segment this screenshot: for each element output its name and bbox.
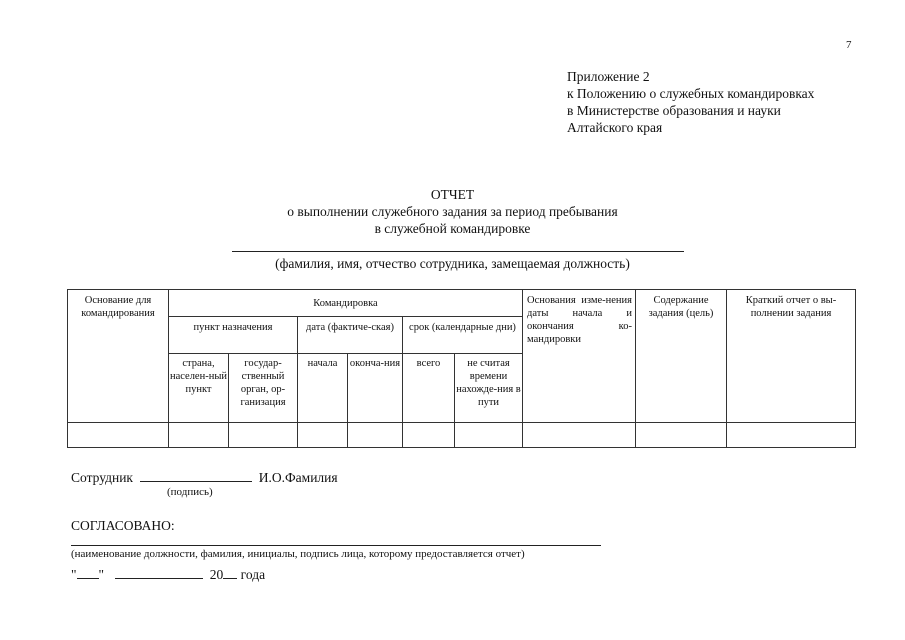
header-basis: Основание для командирования	[68, 290, 169, 423]
table-cell[interactable]	[68, 423, 169, 448]
appendix-line: Алтайского края	[567, 120, 663, 135]
table-cell[interactable]	[403, 423, 455, 448]
page-number: 7	[846, 39, 852, 51]
subtitle-line: о выполнении служебного задания за период пребывания	[287, 204, 618, 219]
table-cell[interactable]	[169, 423, 229, 448]
employee-signature-field[interactable]	[140, 469, 252, 482]
report-table	[67, 289, 856, 448]
header-task-content: Содержание задания (цель)	[636, 290, 727, 423]
table-cell[interactable]	[727, 423, 856, 448]
appendix-line: к Положению о служебных командировках	[567, 86, 815, 101]
date-row	[71, 566, 265, 583]
year-suffix: года	[240, 567, 266, 582]
title-line: ОТЧЕТ	[430, 187, 475, 202]
date-quote-close: "	[98, 567, 105, 582]
header-start-date: начала	[298, 354, 348, 423]
appendix-line: Приложение 2	[567, 69, 650, 84]
header-trip: Командировка	[169, 290, 523, 317]
agreed-caption: (наименование должности, фамилия, инициалы, подпись лица, которому предоставляется отчет)	[71, 548, 525, 560]
year-field[interactable]	[223, 566, 237, 579]
header-destination: пункт назначения	[169, 317, 298, 354]
table-cell[interactable]	[636, 423, 727, 448]
table-cell[interactable]	[348, 423, 403, 448]
header-excluding-travel: не считая времени нахожде-ния в пути	[455, 354, 523, 423]
table-cell[interactable]	[298, 423, 348, 448]
employee-label: Сотрудник	[71, 470, 133, 485]
employee-name-field-line[interactable]	[232, 251, 684, 252]
header-country: страна, населен-ный пункт	[169, 354, 229, 423]
day-field[interactable]	[77, 566, 99, 579]
employee-signature-row	[71, 469, 338, 486]
report-title	[0, 186, 905, 237]
table-cell[interactable]	[229, 423, 298, 448]
table-row	[68, 423, 856, 448]
appendix-header	[567, 68, 814, 136]
header-term: срок (календарные дни)	[403, 317, 523, 354]
appendix-line: в Министерстве образования и науки	[567, 103, 781, 118]
agreed-signature-field[interactable]	[71, 545, 601, 546]
year-prefix: 20	[209, 567, 224, 582]
date-quote-open: "	[71, 567, 77, 582]
table-cell[interactable]	[455, 423, 523, 448]
signature-caption: (подпись)	[167, 486, 213, 498]
header-dates: дата (фактиче-ская)	[298, 317, 403, 354]
table-cell[interactable]	[523, 423, 636, 448]
month-field[interactable]	[115, 566, 203, 579]
employee-name-caption: (фамилия, имя, отчество сотрудника, замещаемая должность)	[275, 256, 630, 271]
header-end-date: оконча-ния	[348, 354, 403, 423]
header-total-days: всего	[403, 354, 455, 423]
header-brief-report: Краткий отчет о вы-полнении задания	[727, 290, 856, 423]
agreed-label: СОГЛАСОВАНО:	[71, 518, 175, 533]
header-organization: государ-ственный орган, ор-ганизация	[229, 354, 298, 423]
header-change-reasons: Основания изме-нения даты начала и окончания ко-мандировки	[523, 290, 636, 423]
subtitle-line: в служебной командировке	[374, 221, 531, 236]
employee-name: И.О.Фамилия	[258, 470, 338, 485]
